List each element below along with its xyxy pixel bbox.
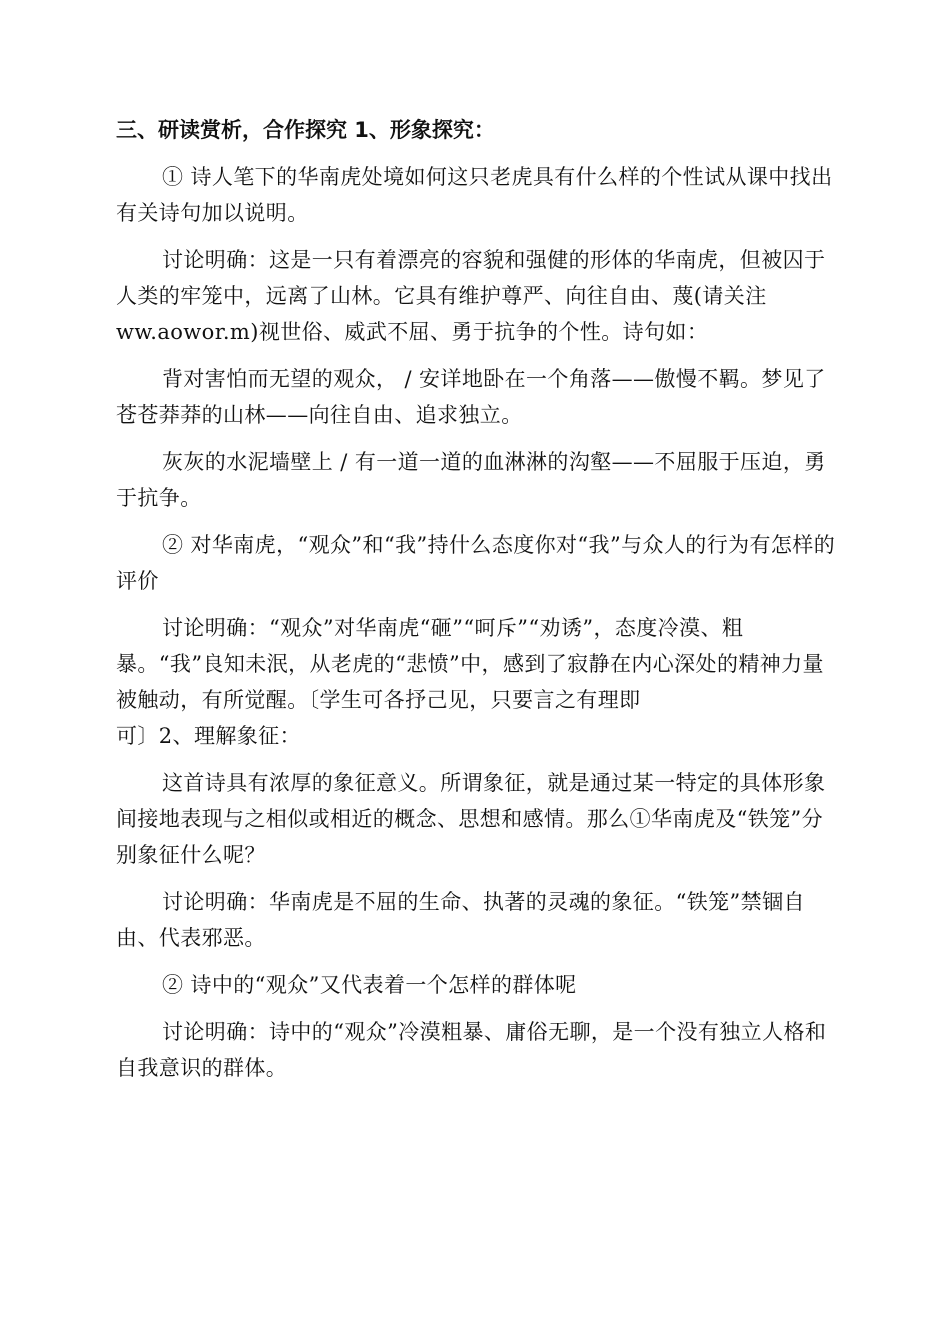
discussion-3: 讨论明确：华南虎是不屈的生命、执著的灵魂的象征。“铁笼”禁锢自由、代表邪恶。 <box>116 890 805 950</box>
discussion-2: 讨论明确：“观众”对华南虎“砸”“呵斥”“劝诱”，态度冷漠、粗暴。“我”良知未泯，从老虎的“悲愤”中，感到了寂静在内心深处的精神力量被触动，有所觉醒。〔学生可各抒己见，只要言之有理即 <box>116 616 824 712</box>
document-page <box>116 112 836 1097</box>
symbolism-intro: 这首诗具有浓厚的象征意义。所谓象征，就是通过某一特定的具体形象间接地表现与之相似或相近的概念、思想和感情。那么①华南虎及“铁笼”分别象征什么呢？ <box>116 771 826 867</box>
section-heading: 三、研读赏析，合作探究 1、形象探究： <box>116 118 495 142</box>
question-3: ② 诗中的“观众”又代表着一个怎样的群体呢 <box>162 973 577 997</box>
discussion-1: 讨论明确：这是一只有着漂亮的容貌和强健的形体的华南虎，但被囚于人类的牢笼中，远离了山林。它具有维护尊严、向往自由、蔑(请关注ww.aowor.m)视世俗、威武不屈、勇于抗争的个性。诗句如： <box>116 248 826 344</box>
discussion-4: 讨论明确：诗中的“观众”冷漠粗暴、庸俗无聊，是一个没有独立人格和自我意识的群体。 <box>116 1020 827 1080</box>
poem-quote-2: 灰灰的水泥墙壁上 / 有一道一道的血淋淋的沟壑——不屈服于压迫，勇于抗争。 <box>116 450 826 510</box>
poem-quote-1: 背对害怕而无望的观众， / 安详地卧在一个角落——傲慢不羁。梦见了苍苍莽莽的山林——向往自由、追求独立。 <box>116 367 826 427</box>
question-1: ① 诗人笔下的华南虎处境如何这只老虎具有什么样的个性试从课中找出有关诗句加以说明。 <box>116 165 833 225</box>
question-2: ② 对华南虎，“观众”和“我”持什么态度你对“我”与众人的行为有怎样的评价 <box>116 533 836 593</box>
subsection-symbolism: 可〕2、理解象征： <box>116 724 301 748</box>
